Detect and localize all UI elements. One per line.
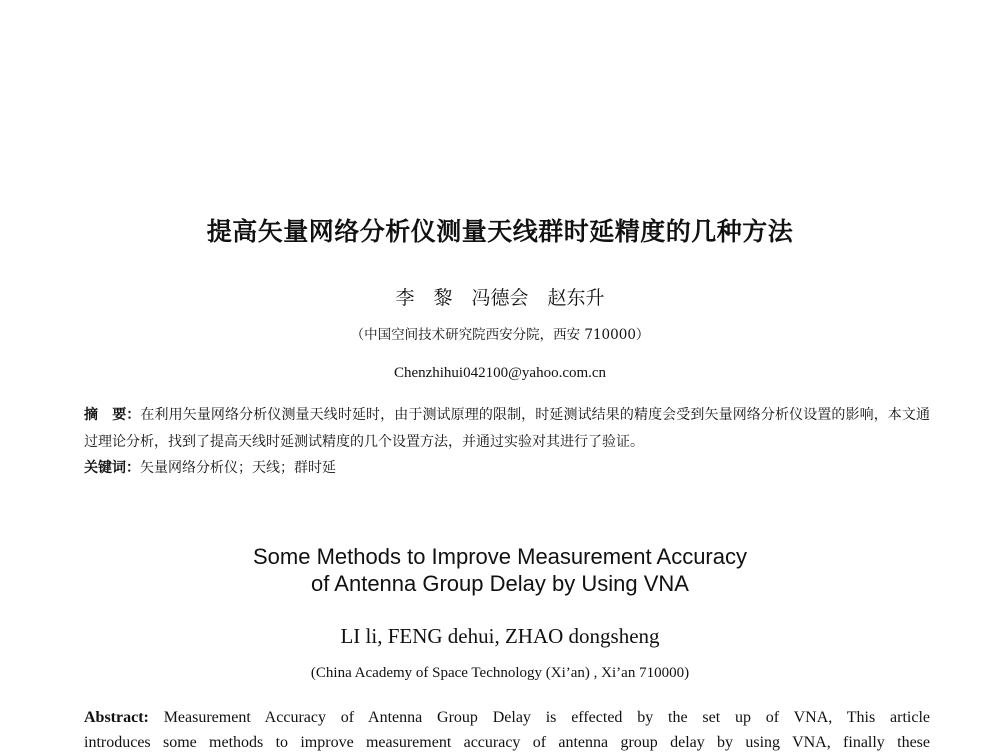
english-authors: LI li, FENG dehui, ZHAO dongsheng <box>340 624 660 648</box>
abstract-label: 摘 要： <box>84 407 141 423</box>
chinese-authors: 李 黎 冯德会 赵东升 <box>395 287 605 309</box>
keywords-label: 关键词： <box>84 460 140 476</box>
chinese-abstract <box>84 402 930 482</box>
english-abstract-label: Abstract: <box>84 709 149 726</box>
abstract-text: 在利用矢量网络分析仪测量天线时延时，由于测试原理的限制，时延测试结果的精度会受到矢量网络分析仪设置的影响，本文通过理论分析，找到了提高天线时延测试精度的几个设置方法，并通过实验对其进行了验证。 <box>84 407 931 450</box>
english-abstract-text1: Measurement Accuracy of Antenna Group Delay is effected by the set up of VNA, This article <box>163 709 931 726</box>
author-email: Chenzhihui042100@yahoo.com.cn <box>393 365 607 381</box>
english-affiliation: (China Academy of Space Technology (Xi’an) , Xi’an 710000) <box>310 665 690 681</box>
chinese-keywords <box>84 455 930 482</box>
keywords-text: 矢量网络分析仪；天线；群时延 <box>140 460 336 476</box>
english-title-line2: of Antenna Group Delay by Using VNA <box>311 571 689 596</box>
chinese-abstract-paragraph <box>84 402 930 455</box>
chinese-affiliation: （中国空间技术研究院西安分院，西安 710000） <box>350 327 650 343</box>
english-title-line1: Some Methods to Improve Measurement Accuracy <box>253 544 747 569</box>
english-abstract-line1 <box>84 705 930 730</box>
chinese-title: 提高矢量网络分析仪测量天线群时延精度的几种方法 <box>206 217 794 246</box>
english-title <box>0 543 1000 597</box>
english-abstract-line2: introduces some methods to improve measurement accuracy of antenna group delay by using VNA, finally these <box>84 734 930 751</box>
